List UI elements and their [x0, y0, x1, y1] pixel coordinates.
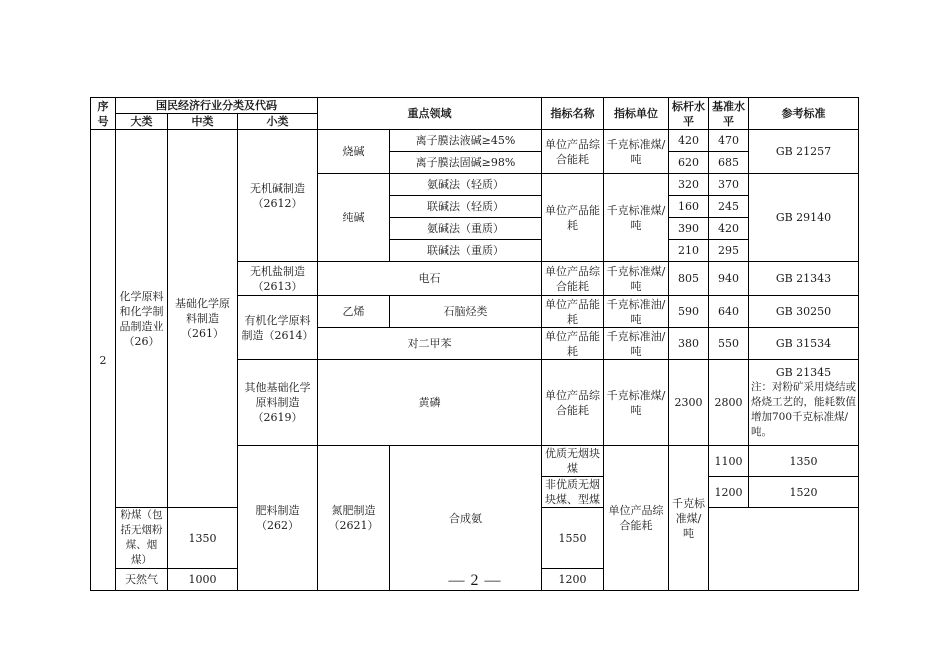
area-cell: 电石 — [318, 262, 542, 296]
benchmark-cell: 1000 — [168, 569, 238, 591]
benchmark-cell: 1350 — [168, 508, 238, 569]
baseline-cell: 420 — [709, 218, 749, 240]
header-baseline: 基准水平 — [709, 98, 749, 130]
page-number: — 2 — — [448, 572, 502, 589]
baseline-cell: 550 — [709, 328, 749, 360]
unit-cell: 千克标准煤/吨 — [604, 262, 669, 296]
sub-area-cell: 天然气 — [116, 569, 168, 591]
sub-area-cell: 非优质无烟块煤、型煤 — [542, 477, 604, 508]
unit-cell: 千克标准煤/吨 — [669, 446, 709, 591]
sub-area-cell: 氨碱法（轻质） — [390, 174, 542, 196]
benchmark-cell: 1100 — [709, 446, 749, 477]
baseline-cell: 245 — [709, 196, 749, 218]
baseline-cell: 640 — [709, 296, 749, 328]
header-seq: 序号 — [91, 98, 116, 130]
area-soda-cell: 纯碱 — [318, 174, 390, 262]
indicator-cell: 单位产品能耗 — [542, 328, 604, 360]
benchmark-cell: 2300 — [669, 360, 709, 446]
area-ammonia-cell: 合成氨 — [390, 446, 542, 591]
reference-cell: GB 21343 — [749, 262, 859, 296]
reference-cell: GB 31534 — [749, 328, 859, 360]
baseline-cell: 1520 — [749, 477, 859, 508]
indicator-cell: 单位产品综合能耗 — [542, 262, 604, 296]
indicator-cell: 单位产品能耗 — [542, 296, 604, 328]
baseline-cell: 940 — [709, 262, 749, 296]
header-indicator-unit: 指标单位 — [604, 98, 669, 130]
header-minor: 小类 — [238, 114, 318, 130]
indicator-cell: 单位产品综合能耗 — [604, 446, 669, 591]
benchmark-cell: 210 — [669, 240, 709, 262]
minor-inorganic-salt-cell: 无机盐制造（2613） — [238, 262, 318, 296]
header-benchmark: 标杆水平 — [669, 98, 709, 130]
area-ethylene-cell: 乙烯 — [318, 296, 390, 328]
baseline-cell: 1200 — [542, 569, 604, 591]
sub-area-cell: 优质无烟块煤 — [542, 446, 604, 477]
baseline-cell: 1350 — [749, 446, 859, 477]
header-industry-classification: 国民经济行业分类及代码 — [116, 98, 318, 114]
baseline-cell: 370 — [709, 174, 749, 196]
indicator-cell: 单位产品综合能耗 — [542, 130, 604, 174]
header-middle: 中类 — [168, 114, 238, 130]
area-caustic-cell: 烧碱 — [318, 130, 390, 174]
benchmark-cell: 805 — [669, 262, 709, 296]
middle-category-fertilizer-cell: 肥料制造（262） — [238, 446, 318, 591]
energy-benchmark-table — [90, 97, 859, 591]
sub-area-cell: 联碱法（轻质） — [390, 196, 542, 218]
seq-cell: 2 — [91, 130, 116, 591]
minor-other-cell: 其他基础化学原料制造（2619） — [238, 360, 318, 446]
header-major: 大类 — [116, 114, 168, 130]
unit-cell: 千克标准煤/吨 — [604, 174, 669, 262]
area-cell: 对二甲苯 — [318, 328, 542, 360]
benchmark-cell: 390 — [669, 218, 709, 240]
baseline-cell: 1550 — [542, 508, 604, 569]
reference-cell: GB 21257 — [749, 130, 859, 174]
benchmark-cell: 380 — [669, 328, 709, 360]
sub-area-cell: 粉煤（包括无烟粉煤、烟煤） — [116, 508, 168, 569]
unit-cell: 千克标准煤/吨 — [604, 130, 669, 174]
header-reference: 参考标准 — [749, 98, 859, 130]
sub-area-cell: 石脑烃类 — [390, 296, 542, 328]
benchmark-cell: 620 — [669, 152, 709, 174]
benchmark-cell: 320 — [669, 174, 709, 196]
unit-cell: 千克标准煤/吨 — [604, 360, 669, 446]
sub-area-cell: 联碱法（重质） — [390, 240, 542, 262]
reference-note: 注：对粉矿采用烧结或烙烧工艺的，能耗数值增加700千克标准煤/吨。 — [751, 381, 856, 438]
baseline-cell: 470 — [709, 130, 749, 152]
minor-nitrogen-cell: 氮肥制造（2621） — [318, 446, 390, 591]
reference-cell: GB 30250 — [749, 296, 859, 328]
baseline-cell: 685 — [709, 152, 749, 174]
indicator-cell: 单位产品综合能耗 — [542, 360, 604, 446]
benchmark-cell: 420 — [669, 130, 709, 152]
baseline-cell: 295 — [709, 240, 749, 262]
sub-area-cell: 氨碱法（重质） — [390, 218, 542, 240]
middle-category-basic-cell: 基础化学原料制造（261） — [168, 130, 238, 508]
reference-cell: GB 29140 — [749, 174, 859, 262]
indicator-cell: 单位产品能耗 — [542, 174, 604, 262]
reference-cell — [749, 360, 859, 446]
baseline-cell: 2800 — [709, 360, 749, 446]
header-focus-area: 重点领域 — [318, 98, 542, 130]
sub-area-cell: 离子膜法液碱≥45% — [390, 130, 542, 152]
sub-area-cell: 离子膜法固碱≥98% — [390, 152, 542, 174]
benchmark-cell: 1200 — [709, 477, 749, 508]
benchmark-cell: 590 — [669, 296, 709, 328]
reference-standard: GB 21345 — [775, 366, 832, 379]
unit-cell: 千克标准油/吨 — [604, 296, 669, 328]
unit-cell: 千克标准油/吨 — [604, 328, 669, 360]
table-row — [91, 130, 859, 152]
benchmark-cell: 160 — [669, 196, 709, 218]
area-cell: 黄磷 — [318, 360, 542, 446]
major-category-cell: 化学原料和化学制品制造业（26） — [116, 130, 168, 508]
header-indicator-name: 指标名称 — [542, 98, 604, 130]
minor-organic-cell: 有机化学原料制造（2614） — [238, 296, 318, 360]
minor-inorganic-alkali-cell: 无机碱制造（2612） — [238, 130, 318, 262]
